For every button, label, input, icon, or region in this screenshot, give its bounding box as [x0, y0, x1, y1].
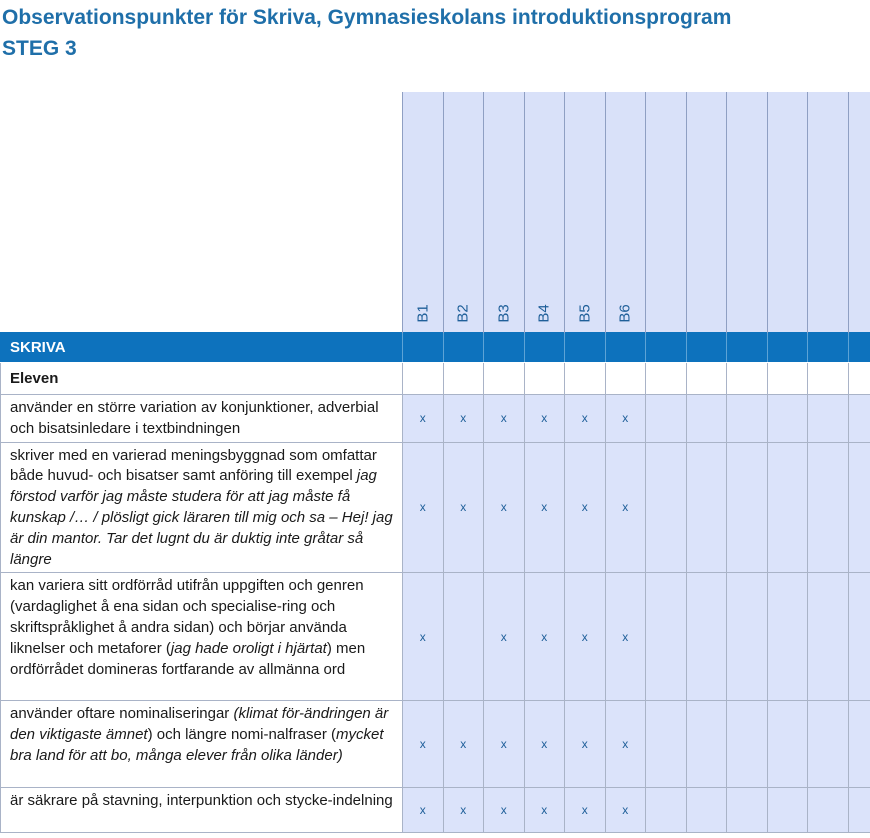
- mark-cell: [646, 701, 687, 788]
- mark-cell: x: [605, 788, 646, 833]
- text-segment: (klimat för-ändringen är den viktigaste ämnet: [10, 705, 389, 744]
- mark-cell: x: [403, 442, 444, 573]
- section-row-cell: [565, 333, 606, 363]
- column-header-10: [767, 92, 808, 333]
- mark-cell: [727, 701, 768, 788]
- section-row-cell: [443, 333, 484, 363]
- text-segment: jag hade oroligt i hjärtat: [170, 639, 327, 657]
- eleven-row-cell: [808, 363, 849, 395]
- section-row-cell: [605, 333, 646, 363]
- mark-cell: [646, 442, 687, 573]
- text-segment: ) och längre nomi-nalfraser (: [147, 726, 336, 744]
- column-header-4: [524, 92, 565, 333]
- column-header-label: B4: [535, 304, 553, 323]
- eleven-row-cell: [403, 363, 444, 395]
- mark-cell: x: [484, 395, 525, 443]
- mark-cell: [686, 395, 727, 443]
- mark-cell: [767, 442, 808, 573]
- text-segment: jag förstod varför jag måste studera för att jag måste få kunskap /… / plösligt gick läraren till mig och sa – Hej! jag är din mantor. Tar det lugnt du är duktig inte gråtar så längre: [10, 467, 393, 568]
- eleven-row-cell: [605, 363, 646, 395]
- column-header-12: [848, 92, 870, 333]
- mark-cell: x: [403, 573, 444, 701]
- column-header-11: [808, 92, 849, 333]
- section-row-cell: [646, 333, 687, 363]
- eleven-row-cell: [524, 363, 565, 395]
- mark-cell: x: [605, 573, 646, 701]
- page-title: [2, 2, 870, 64]
- header-blank-cell: [1, 92, 403, 333]
- text-segment: ) men ordförrådet domineras fortfarande av allmänna ord: [10, 639, 366, 678]
- mark-cell: x: [605, 442, 646, 573]
- mark-cell: x: [403, 395, 444, 443]
- column-header-label: B2: [454, 304, 472, 323]
- mark-cell: [848, 395, 870, 443]
- mark-cell: x: [443, 788, 484, 833]
- column-header-row: [1, 92, 870, 333]
- mark-cell: x: [443, 442, 484, 573]
- observation-text: [1, 442, 403, 573]
- observation-text: [1, 573, 403, 701]
- mark-cell: [686, 573, 727, 701]
- section-row-cell: [403, 333, 444, 363]
- observation-row: [1, 395, 870, 443]
- mark-cell: x: [565, 701, 606, 788]
- mark-cell: [686, 442, 727, 573]
- section-row-cell: [484, 333, 525, 363]
- eleven-row-cell: [727, 363, 768, 395]
- mark-cell: x: [565, 573, 606, 701]
- section-row-cell: [848, 333, 870, 363]
- column-header-8: [686, 92, 727, 333]
- mark-cell: x: [484, 701, 525, 788]
- mark-cell: x: [403, 701, 444, 788]
- title-line-1: Observationspunkter för Skriva, Gymnasieskolans introduktionsprogram: [2, 6, 732, 29]
- observation-table: [0, 92, 870, 833]
- eleven-row-cell: [848, 363, 870, 395]
- mark-cell: x: [443, 395, 484, 443]
- mark-cell: x: [443, 701, 484, 788]
- text-segment: är säkrare på stavning, interpunktion och stycke-indelning: [10, 792, 393, 810]
- eleven-row-cell: [686, 363, 727, 395]
- text-segment: använder en större variation av konjunktioner, adverbial och bisatsinledare i textbindningen: [10, 399, 379, 437]
- mark-cell: [443, 573, 484, 701]
- eleven-row-cell: [484, 363, 525, 395]
- text-segment: använder oftare nominaliseringar: [10, 705, 234, 723]
- text-segment: skriver med en varierad meningsbyggnad som omfattar både huvud- och bisatser samt anföring till exempel: [10, 446, 377, 485]
- eleven-row-cell: [565, 363, 606, 395]
- mark-cell: [848, 573, 870, 701]
- section-row-cell: [727, 333, 768, 363]
- column-header-9: [727, 92, 768, 333]
- column-header-6: [605, 92, 646, 333]
- mark-cell: x: [605, 701, 646, 788]
- observation-row: [1, 701, 870, 788]
- mark-cell: [686, 701, 727, 788]
- mark-cell: x: [565, 788, 606, 833]
- mark-cell: [767, 788, 808, 833]
- mark-cell: [808, 788, 849, 833]
- title-line-2: STEG 3: [2, 37, 77, 60]
- mark-cell: x: [524, 573, 565, 701]
- column-header-label: B6: [616, 304, 634, 323]
- eleven-row-cell: [767, 363, 808, 395]
- mark-cell: [848, 701, 870, 788]
- mark-cell: x: [565, 395, 606, 443]
- observation-row: [1, 573, 870, 701]
- column-header-1: [403, 92, 444, 333]
- mark-cell: x: [403, 788, 444, 833]
- section-row-cell: [524, 333, 565, 363]
- section-label: SKRIVA: [1, 333, 403, 363]
- observation-text: [1, 395, 403, 443]
- observation-row: [1, 442, 870, 573]
- column-header-label: B5: [576, 304, 594, 323]
- section-row: [1, 333, 870, 363]
- subheader-label: Eleven: [1, 363, 403, 395]
- mark-cell: [767, 395, 808, 443]
- mark-cell: x: [484, 788, 525, 833]
- mark-cell: [808, 442, 849, 573]
- section-row-cell: [767, 333, 808, 363]
- mark-cell: x: [524, 701, 565, 788]
- column-header-label: B3: [495, 304, 513, 323]
- subheader-row: [1, 363, 870, 395]
- observation-text: [1, 788, 403, 833]
- mark-cell: [808, 395, 849, 443]
- eleven-row-cell: [443, 363, 484, 395]
- column-header-2: [443, 92, 484, 333]
- text-segment: kan variera sitt ordförråd utifrån uppgiften och genren (vardaglighet å ena sidan och specialise-ring och skriftspråklighet å andra sidan) och börjar använda liknelser och metaforer (: [10, 577, 364, 657]
- eleven-row-cell: [646, 363, 687, 395]
- mark-cell: [848, 788, 870, 833]
- mark-cell: [808, 701, 849, 788]
- mark-cell: [727, 442, 768, 573]
- mark-cell: [646, 395, 687, 443]
- mark-cell: x: [524, 395, 565, 443]
- text-segment: mycket bra land för att bo, många elever från olika länder): [10, 726, 384, 764]
- mark-cell: x: [605, 395, 646, 443]
- mark-cell: [646, 788, 687, 833]
- mark-cell: [808, 573, 849, 701]
- column-header-3: [484, 92, 525, 333]
- section-row-cell: [808, 333, 849, 363]
- column-header-label: B1: [414, 304, 432, 323]
- mark-cell: x: [484, 442, 525, 573]
- mark-cell: [767, 573, 808, 701]
- mark-cell: x: [565, 442, 606, 573]
- column-header-7: [646, 92, 687, 333]
- section-row-cell: [686, 333, 727, 363]
- mark-cell: [727, 395, 768, 443]
- mark-cell: [767, 701, 808, 788]
- mark-cell: x: [484, 573, 525, 701]
- mark-cell: [848, 442, 870, 573]
- observation-text: [1, 701, 403, 788]
- mark-cell: x: [524, 788, 565, 833]
- mark-cell: x: [524, 442, 565, 573]
- mark-cell: [727, 788, 768, 833]
- observation-row: [1, 788, 870, 833]
- mark-cell: [727, 573, 768, 701]
- mark-cell: [646, 573, 687, 701]
- column-header-5: [565, 92, 606, 333]
- mark-cell: [686, 788, 727, 833]
